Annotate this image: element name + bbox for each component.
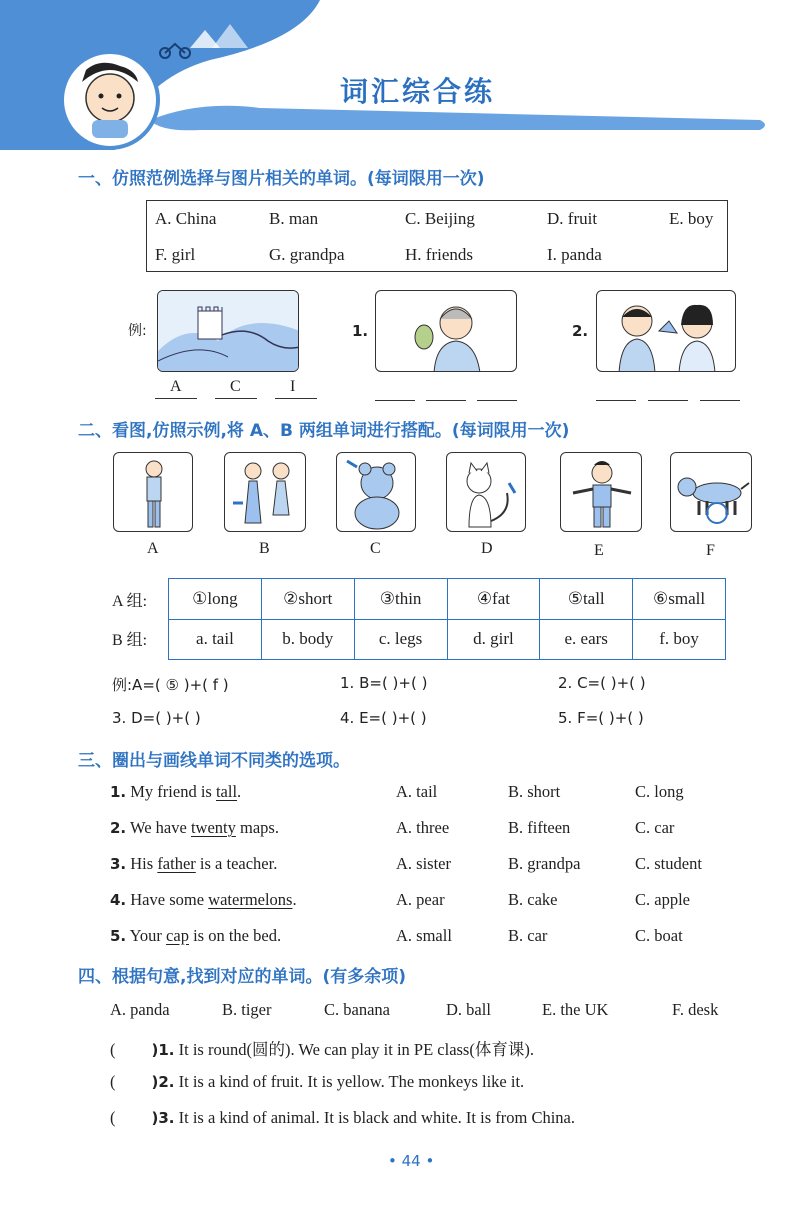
odd-one-out-question <box>110 890 297 910</box>
sentence-text: maps. <box>235 818 279 837</box>
dog-picture <box>670 452 752 532</box>
word-group-table <box>168 578 726 660</box>
underlined-word: twenty <box>190 818 236 837</box>
group-a-word: ⑤tall <box>540 579 633 620</box>
odd-one-out-question <box>110 926 281 946</box>
example-answer: I <box>290 378 296 395</box>
match-item: 4. E=( )+( ) <box>340 709 427 727</box>
section2-title: 二、看图,仿照示例,将 A、B 两组单词进行搭配。(每词限用一次) <box>78 421 570 441</box>
sentence-text: Your <box>129 926 167 945</box>
match-item: 3. D=( )+( ) <box>112 709 201 727</box>
question-number: )2. <box>151 1073 175 1091</box>
word-option: I. panda <box>547 245 602 264</box>
example-answer: C <box>230 378 241 395</box>
match-example: 例:A=( ⑤ )+( f ) <box>112 676 229 694</box>
group-a-word: ①long <box>169 579 262 620</box>
word-option: C. banana <box>324 1000 390 1019</box>
picture-label: A <box>147 540 159 557</box>
sentence-text: My friend is <box>130 782 216 801</box>
question-number: 2. <box>572 322 589 340</box>
page-number: • 44 • <box>388 1152 435 1170</box>
picture-label: C <box>370 540 381 557</box>
sentence-question <box>110 1108 575 1128</box>
section1-title: 一、仿照范例选择与图片相关的单词。(每词限用一次) <box>78 169 485 189</box>
question-number: 1. <box>352 322 369 340</box>
option-a[interactable]: A. tail <box>396 782 438 801</box>
picture-label: F <box>706 542 715 559</box>
group-a-word: ⑥small <box>633 579 726 620</box>
sentence-question <box>110 1072 524 1092</box>
option-b[interactable]: B. cake <box>508 890 558 909</box>
option-c[interactable]: C. long <box>635 782 684 801</box>
answer-blank <box>596 400 636 401</box>
picture-label: D <box>481 540 493 557</box>
sentence-question <box>110 1036 534 1060</box>
question-number: 1. <box>110 783 127 801</box>
section3-title: 三、圈出与画线单词不同类的选项。 <box>78 751 350 771</box>
cat-picture <box>446 452 526 532</box>
group-b-word: d. girl <box>447 619 540 660</box>
grandpa-picture <box>375 290 517 372</box>
bear-picture <box>336 452 416 532</box>
answer-blank <box>648 400 688 401</box>
group-b-word: c. legs <box>354 619 447 660</box>
page-header <box>0 0 800 150</box>
option-c[interactable]: C. car <box>635 818 675 837</box>
underlined-word: tall <box>215 782 238 801</box>
answer-blank <box>477 400 517 401</box>
question-number: )3. <box>151 1109 175 1127</box>
option-b[interactable]: B. short <box>508 782 561 801</box>
sentence-text: Have some <box>130 890 209 909</box>
answer-paren[interactable]: ( <box>110 1072 116 1091</box>
option-c[interactable]: C. apple <box>635 890 690 909</box>
great-wall-picture <box>157 290 299 372</box>
word-option: F. girl <box>155 245 196 264</box>
group-a-word: ④fat <box>447 579 540 620</box>
word-option: E. the UK <box>542 1000 609 1019</box>
question-number: 5. <box>110 927 127 945</box>
girls-picture <box>224 452 306 532</box>
sentence-text: . <box>292 890 297 909</box>
option-c[interactable]: C. boat <box>635 926 683 945</box>
page-title: 词汇综合练 <box>340 75 496 108</box>
boy-arms-picture <box>560 452 642 532</box>
sentence-text: It is a kind of animal. It is black and white. It is from China. <box>174 1108 576 1127</box>
question-number: 2. <box>110 819 127 837</box>
word-option: H. friends <box>405 245 473 264</box>
group-a-label: A 组: <box>112 593 148 610</box>
answer-blank <box>215 398 257 399</box>
question-number: 3. <box>110 855 127 873</box>
answer-blank <box>700 400 740 401</box>
option-a[interactable]: A. pear <box>396 890 445 909</box>
group-b-word: a. tail <box>169 619 262 660</box>
answer-blank <box>375 400 415 401</box>
option-a[interactable]: A. small <box>396 926 452 945</box>
question-number: 4. <box>110 891 127 909</box>
example-label: 例: <box>128 323 147 339</box>
match-item: 5. F=( )+( ) <box>558 709 644 727</box>
group-a-word: ③thin <box>354 579 447 620</box>
odd-one-out-question <box>110 818 279 838</box>
underlined-word: father <box>157 854 196 873</box>
option-b[interactable]: B. car <box>508 926 548 945</box>
section4-title: 四、根据句意,找到对应的单词。(有多余项) <box>78 967 406 987</box>
sentence-text: His <box>130 854 158 873</box>
group-b-word: e. ears <box>540 619 633 660</box>
group-b-word: f. boy <box>633 619 726 660</box>
word-option: A. panda <box>110 1000 170 1019</box>
tall-boy-picture <box>113 452 193 532</box>
option-a[interactable]: A. three <box>396 818 450 837</box>
group-a-word: ②short <box>261 579 354 620</box>
word-option: B. man <box>269 209 319 228</box>
sentence-text: . <box>237 782 242 801</box>
word-option: A. China <box>155 209 217 228</box>
word-option: B. tiger <box>222 1000 272 1019</box>
answer-blank <box>426 400 466 401</box>
odd-one-out-question <box>110 854 277 874</box>
sentence-text: is on the bed. <box>188 926 282 945</box>
picture-label: E <box>594 542 604 559</box>
option-b[interactable]: B. fifteen <box>508 818 571 837</box>
group-a-row <box>169 579 726 620</box>
word-option: C. Beijing <box>405 209 475 228</box>
sentence-text: is a teacher. <box>195 854 278 873</box>
word-option: E. boy <box>669 209 714 228</box>
option-b[interactable]: B. grandpa <box>508 854 581 873</box>
underlined-word: cap <box>166 926 189 945</box>
word-option: F. desk <box>672 1000 719 1019</box>
word-option: D. ball <box>446 1000 491 1019</box>
picture-label: B <box>259 540 270 557</box>
answer-blank <box>155 398 197 399</box>
match-item: 1. B=( )+( ) <box>340 674 428 692</box>
word-bank <box>146 200 728 272</box>
group-b-row <box>169 619 726 660</box>
option-a[interactable]: A. sister <box>396 854 451 873</box>
question-number: )1. <box>151 1041 175 1059</box>
group-b-label: B 组: <box>112 632 148 649</box>
word-option: G. grandpa <box>269 245 345 264</box>
example-answer: A <box>170 378 182 395</box>
option-c[interactable]: C. student <box>635 854 702 873</box>
sentence-text: It is round(圆的). We can play it in PE class(体育课). <box>174 1040 534 1059</box>
answer-paren[interactable]: ( <box>110 1040 116 1059</box>
match-item: 2. C=( )+( ) <box>558 674 646 692</box>
odd-one-out-question <box>110 782 241 802</box>
underlined-word: watermelons <box>208 890 293 909</box>
answer-blank <box>275 398 317 399</box>
sentence-text: We have <box>129 818 191 837</box>
friends-picture <box>596 290 736 372</box>
answer-paren[interactable]: ( <box>110 1108 116 1127</box>
group-b-word: b. body <box>261 619 354 660</box>
sentence-text: It is a kind of fruit. It is yellow. The monkeys like it. <box>174 1072 525 1091</box>
word-option: D. fruit <box>547 209 598 228</box>
